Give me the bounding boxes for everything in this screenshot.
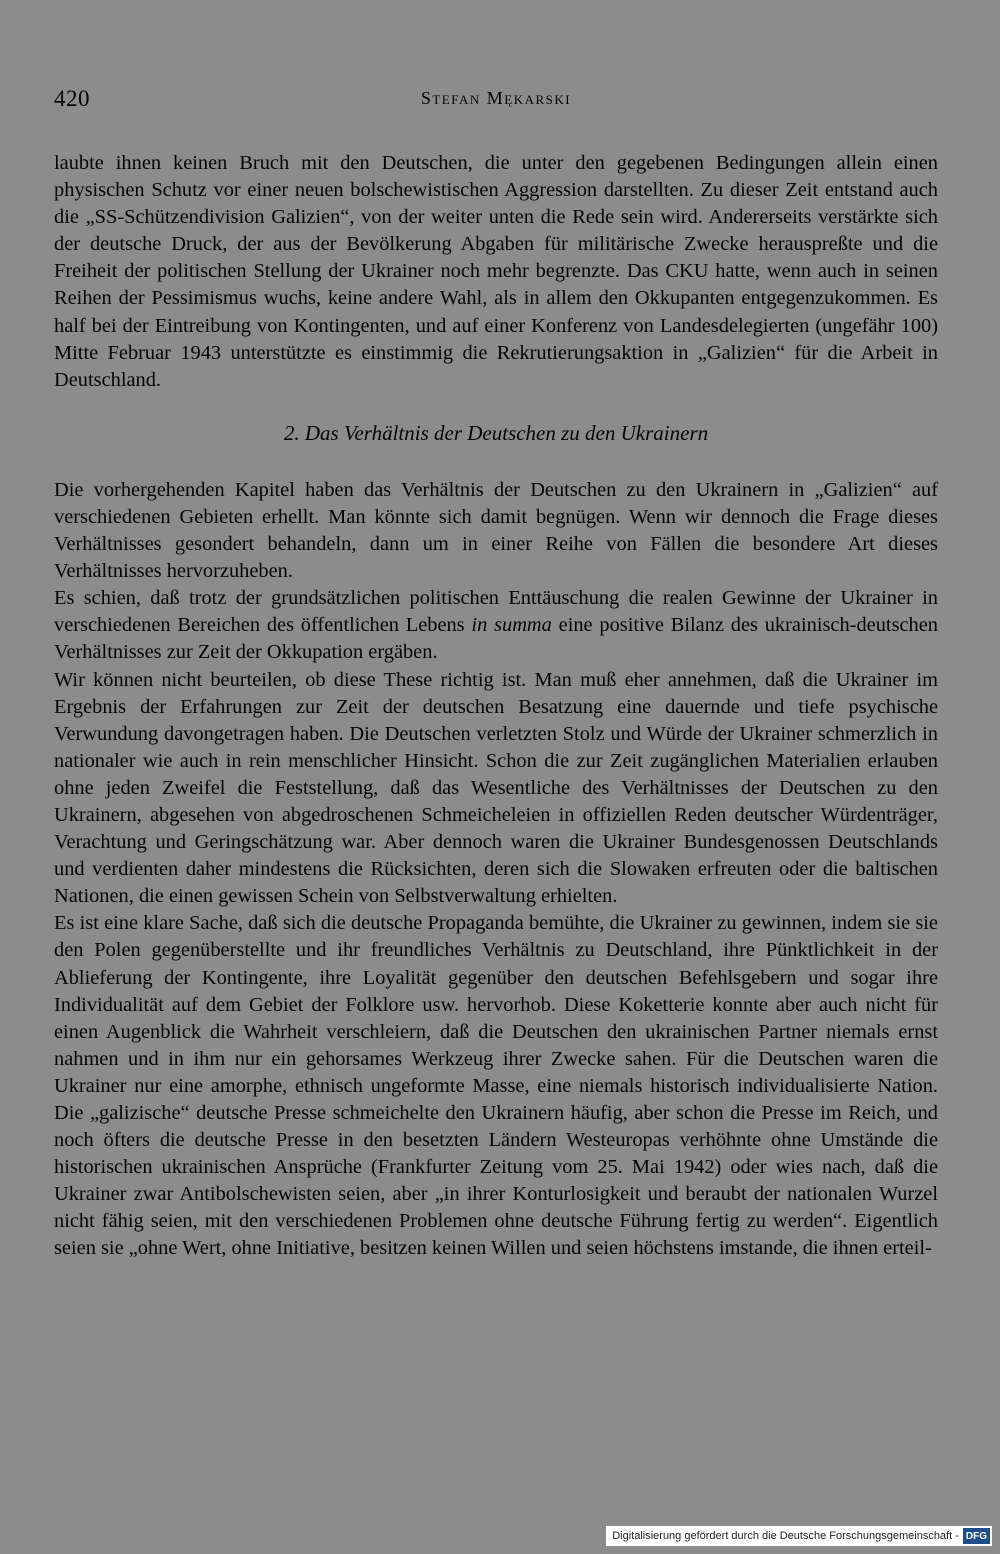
page-number: 420 [54, 86, 90, 111]
paragraph-2 [54, 585, 938, 666]
paragraph-0: laubte ihnen keinen Bruch mit den Deutschen, die unter den gegebenen Bedingungen allein einen physischen Schutz vor einer neuen bolschewistischen Aggression darstellten. Zu dieser Zeit entstand auch die „SS-Schützendivision Galizien“, von der weiter unten die Rede sein wird. Andererseits verstärkte sich der deutsche Druck, der aus der Bevölkerung Abgaben für militärische Zwecke herauspreßte und die Freiheit der politischen Stellung der Ukrainer noch mehr begrenzte. Das CKU hatte, wenn auch in seinen Reihen der Pessimismus wuchs, keine andere Wahl, als in allem den Okkupanten entgegenzukommen. Es half bei der Eintreibung von Kontingenten, und auf einer Konferenz von Landesdelegierten (ungefähr 100) Mitte Februar 1943 unterstützte es einstimmig die Rekrutierungsaktion in „Galizien“ für die Arbeit in Deutschland. [54, 152, 938, 391]
body-text [54, 150, 938, 1263]
dfg-logo: DFG [963, 1528, 990, 1544]
paragraph-4: Es ist eine klare Sache, daß sich die deutsche Propaganda bemühte, die Ukrainer zu gewinnen, indem sie sie den Polen gegenüberstellte und ihr freundliches Verhältnis zu Deutschland, ihre Pünktlichkeit in der Ablieferung der Kontingente, ihre Loyalität gegenüber den deutschen Befehlsgebern und sogar ihre Individualität auf dem Gebiet der Folklore usw. hervorhob. Diese Koketterie konnte aber auch nicht für einen Augenblick die Wahrheit verschleiern, daß die Deutschen den ukrainischen Partner niemals ernst nahmen und in ihm nur ein gehorsames Werkzeug ihrer Zwecke sahen. Für die Deutschen waren die Ukrainer nur eine amorphe, ethnisch ungeformte Masse, eine niemals historisch individualisierte Nation. Die „galizische“ deutsche Presse schmeichelte den Ukrainern häufig, aber schon die Presse im Reich, und noch öfters die deutsche Presse in den besetzten Ländern Westeuropas verhöhnte ohne Umstände die historischen ukrainischen Ansprüche (Frankfurter Zeitung vom 25. Mai 1942) oder wies nach, daß die Ukrainer zwar Antibolschewisten seien, aber „in ihrer Konturlosigkeit und beraubt der nationalen Wurzel nicht fähig seien, mit den verschiedenen Problemen ohne deutsche Führung fertig zu werden“. Eigentlich seien sie „ohne Wert, ohne Initiative, besitzen keinen Willen und seien höchstens imstande, die ihnen erteil- [54, 912, 938, 1260]
page-header [54, 86, 938, 120]
funding-note: Digitalisierung gefördert durch die Deutsche Forschungsgemeinschaft - [612, 1530, 959, 1542]
paragraph-2-before: Es schien, daß trotz der grundsätzlichen politischen Enttäuschung die realen Gewinne der Ukrainer in verschiedenen Bereichen des öffentlichen Lebens [54, 587, 938, 637]
paragraph-2-after: eine positive Bilanz des ukrainisch-deutschen Verhältnisses zur Zeit der Okkupation ergäben. [54, 614, 938, 664]
paragraph-3: Wir können nicht beurteilen, ob diese These richtig ist. Man muß eher annehmen, daß die Ukrainer im Ergebnis der Erfahrungen zur Zeit der deutschen Besatzung eine dauernde und tiefe psychische Verwundung davongetragen haben. Die Deutschen verletzten Stolz und Würde der Ukrainer schmerzlich in nationaler wie auch in rein menschlicher Hinsicht. Schon die zur Zeit zugänglichen Materialien erlauben ohne jeden Zweifel die Feststellung, daß das Wesentliche des Verhältnisses der Deutschen zu den Ukrainern, abgesehen von abgedroschenen Schmeicheleien in offiziellen Reden deutscher Würdenträger, Verachtung und Geringschätzung war. Aber dennoch waren die Ukrainer Bundesgenossen Deutschlands und verdienten daher mindestens die Rücksichten, deren sich die Slowaken erfreuten oder die baltischen Nationen, die einen gewissen Schein von Selbstverwaltung erhielten. [54, 668, 938, 908]
running-head: Stefan Mękarski [420, 88, 572, 108]
funding-footer [606, 1526, 992, 1546]
paragraph-2-italic: in summa [471, 614, 552, 637]
section-heading: 2. Das Verhältnis der Deutschen zu den Ukrainern [283, 420, 709, 445]
paragraph-1: Die vorhergehenden Kapitel haben das Verhältnis der Deutschen zu den Ukrainern in „Galizien“ auf verschiedenen Gebieten erhellt. Man könnte sich damit begnügen. Wenn wir dennoch die Frage dieses Verhältnisses gesondert behandeln, dann um in einer Reihe von Fällen die besondere Art dieses Verhältnisses hervorzuheben. [54, 478, 938, 583]
